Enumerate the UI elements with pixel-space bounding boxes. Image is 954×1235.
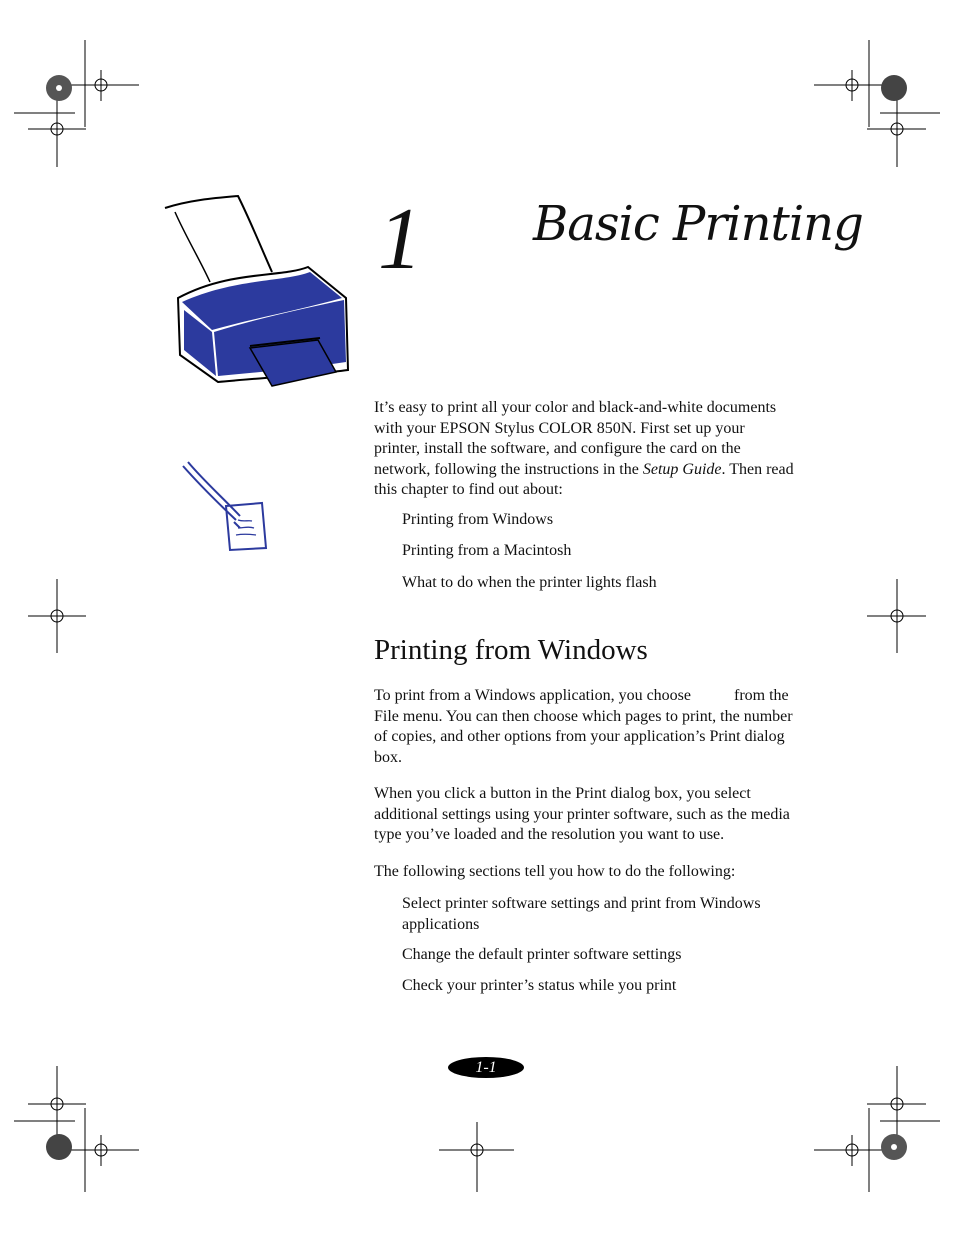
section-heading: Printing from Windows [374, 634, 648, 666]
intro-text-a: It’s easy to print all your color and black-and-white documents with your EPSON Stylus COLOR 850N. First set up your printer, install the software, and configure the card on the network, following the instructions in the [374, 399, 777, 478]
intro-text-b: . Then read this chapter to find out about: [374, 460, 794, 498]
section-p1-text-a: To print from a Windows application, you choose [374, 687, 691, 704]
section-paragraph-2: When you click a button in the Print dialog box, you select additional settings using your printer software, such as the media type you’ve loaded and the resolution you want to use. [374, 785, 790, 843]
page-number-badge: 1-1 [448, 1057, 524, 1078]
intro-list-item: Printing from a Macintosh [402, 542, 572, 559]
section-list-item: Check your printer’s status while you print [402, 977, 677, 994]
chapter-title: Basic Printing [533, 196, 863, 252]
intro-list-item: Printing from Windows [402, 511, 554, 528]
section-list-item: Change the default printer software settings [402, 946, 682, 963]
section-paragraph-3: The following sections tell you how to do the following: [374, 863, 736, 880]
chapter-number: 1 [378, 191, 422, 288]
setup-guide-ref: Setup Guide [642, 460, 722, 478]
section-list-item: Select printer software settings and print from Windows applications [402, 895, 761, 933]
section-p1-text-b: from the File menu. You can then choose which pages to print, the number of copies, and other options from your application’s Print dialog box. [374, 687, 793, 766]
intro-list-item: What to do when the printer lights flash [402, 574, 657, 591]
intro-paragraph [374, 398, 794, 501]
printer-illustration [160, 190, 360, 400]
note-pen-icon [178, 458, 273, 556]
section-paragraph-1 [374, 686, 794, 768]
